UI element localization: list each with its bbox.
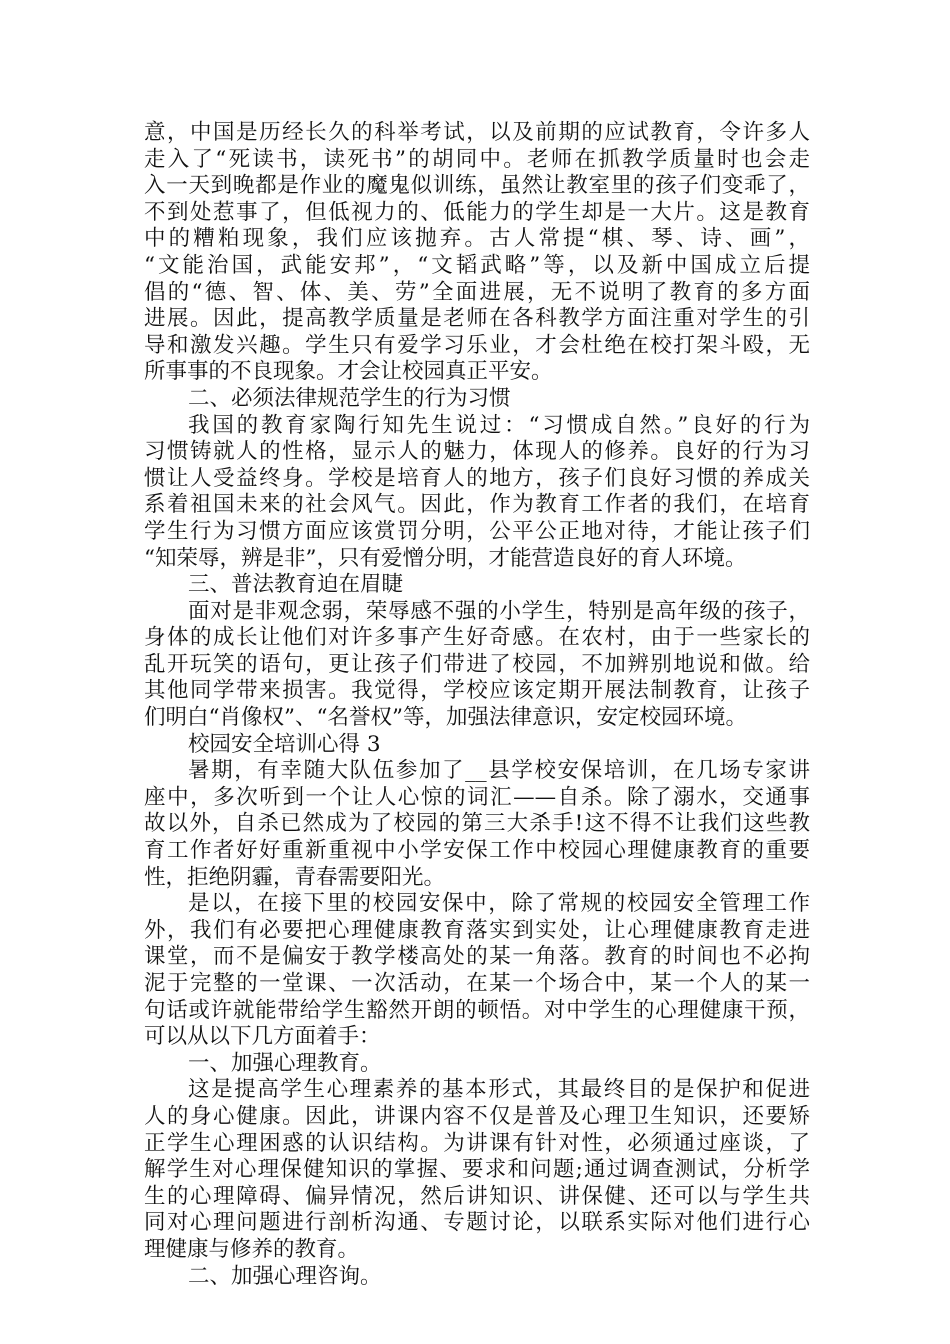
text-line: 乱开玩笑的语句，更让孩子们带进了校园，不加辨别地说和做。给 [144, 651, 810, 677]
text-line: 是以，在接下里的校园安保中，除了常规的校园安全管理工作 [188, 891, 810, 917]
text-line: 入一天到晚都是作业的魔鬼似训练，虽然让教室里的孩子们变乖了， [144, 173, 810, 199]
text-line: 进展。因此，提高教学质量是老师在各科教学方面注重对学生的引 [144, 306, 810, 332]
text-line: 倡的“德、智、体、美、劳”全面进展，无不说明了教育的多方面 [144, 279, 810, 305]
text-line: 可以从以下几方面着手： [144, 1024, 381, 1050]
text-line: 学生行为习惯方面应该赏罚分明，公平公正地对待，才能让孩子们 [144, 518, 810, 544]
document-page [144, 120, 810, 1290]
text-line: 其他同学带来损害。我觉得，学校应该定期开展法制教育，让孩子 [144, 678, 810, 704]
text-line: 导和激发兴趣。学生只有爱学习乐业，才会杜绝在校打架斗殴，无 [144, 332, 810, 358]
text-line: 惯让人受益终身。学校是培育人的地方，孩子们良好习惯的养成关 [144, 465, 810, 491]
text-line: 不到处惹事了，但低视力的、低能力的学生却是一大片。这是教育 [144, 199, 810, 225]
text-line: 外，我们有必要把心理健康教育落实到实处，让心理健康教育走进 [144, 917, 810, 943]
text-line: “文能治国，武能安邦”，“文韬武略”等，以及新中国成立后提 [144, 252, 810, 278]
text-line: 们明白“肖像权”、“名誉权”等，加强法律意识，安定校园环境。 [144, 705, 747, 731]
text-line: 走入了“死读书，读死书”的胡同中。老师在抓教学质量时也会走 [144, 146, 810, 172]
text-line: 我国的教育家陶行知先生说过：“习惯成自然。”良好的行为 [188, 412, 810, 438]
text-line: 正学生心理困惑的认识结构。为讲课有针对性，必须通过座谈，了 [144, 1130, 810, 1156]
text-line: 身体的成长让他们对许多事产生好奇感。在农村，由于一些家长的 [144, 625, 810, 651]
text-line: 意，中国是历经长久的科举考试，以及前期的应试教育，令许多人 [144, 120, 810, 145]
text-line: 生的心理障碍、偏异情况，然后讲知识、讲保健、还可以与学生共 [144, 1183, 810, 1209]
text-line: 这是提高学生心理素养的基本形式，其最终目的是保护和促进 [188, 1077, 810, 1103]
text-line: 习惯铸就人的性格，显示人的魅力，体现人的修养。良好的行为习 [144, 439, 810, 465]
text-line: 面对是非观念弱，荣辱感不强的小学生，特别是高年级的孩子， [188, 598, 810, 624]
text-line: “知荣辱，辨是非”，只有爱憎分明，才能营造良好的育人环境。 [144, 545, 747, 571]
text-line: 课堂，而不是偏安于教学楼高处的某一角落。教育的时间也不必拘 [144, 944, 810, 970]
text-line: 人的身心健康。因此，讲课内容不仅是普及心理卫生知识，还要矫 [144, 1103, 810, 1129]
text-line: 性，拒绝阴霾，青春需要阳光。 [144, 864, 446, 890]
text-line: 故以外，自杀已然成为了校园的第三大杀手!这不得不让我们这些教 [144, 811, 810, 837]
text-line: 座中，多次听到一个让人心惊的词汇——自杀。除了溺水，交通事 [144, 784, 810, 810]
text-line: 理健康与修养的教育。 [144, 1236, 360, 1262]
text-line: 二、必须法律规范学生的行为习惯 [188, 385, 511, 411]
text-line: 句话或许就能带给学生豁然开朗的顿悟。对中学生的心理健康干预， [144, 997, 810, 1023]
text-line: 泥于完整的一堂课、一次活动，在某一个场合中，某一个人的某一 [144, 971, 810, 996]
text-line: 校园安全培训心得 3 [188, 731, 381, 757]
text-line: 一、加强心理教育。 [188, 1050, 382, 1076]
text-line: 所事事的不良现象。才会让校园真正平安。 [144, 359, 553, 385]
text-line: 中的糟粕现象，我们应该抛弃。古人常提“棋、琴、诗、画”， [144, 226, 810, 252]
text-line: 三、普法教育迫在眉睫 [188, 572, 404, 598]
text-line: 同对心理问题进行剖析沟通、专题讨论，以联系实际对他们进行心 [144, 1210, 810, 1236]
text-line: 二、加强心理咨询。 [188, 1263, 382, 1289]
text-line: 解学生对心理保健知识的掌握、要求和问题;通过调查测试，分析学 [144, 1157, 810, 1183]
text-line: 暑期，有幸随大队伍参加了__县学校安保培训，在几场专家讲 [188, 758, 810, 784]
text-line: 系着祖国未来的社会风气。因此，作为教育工作者的我们，在培育 [144, 492, 810, 518]
text-line: 育工作者好好重新重视中小学安保工作中校园心理健康教育的重要 [144, 838, 810, 864]
